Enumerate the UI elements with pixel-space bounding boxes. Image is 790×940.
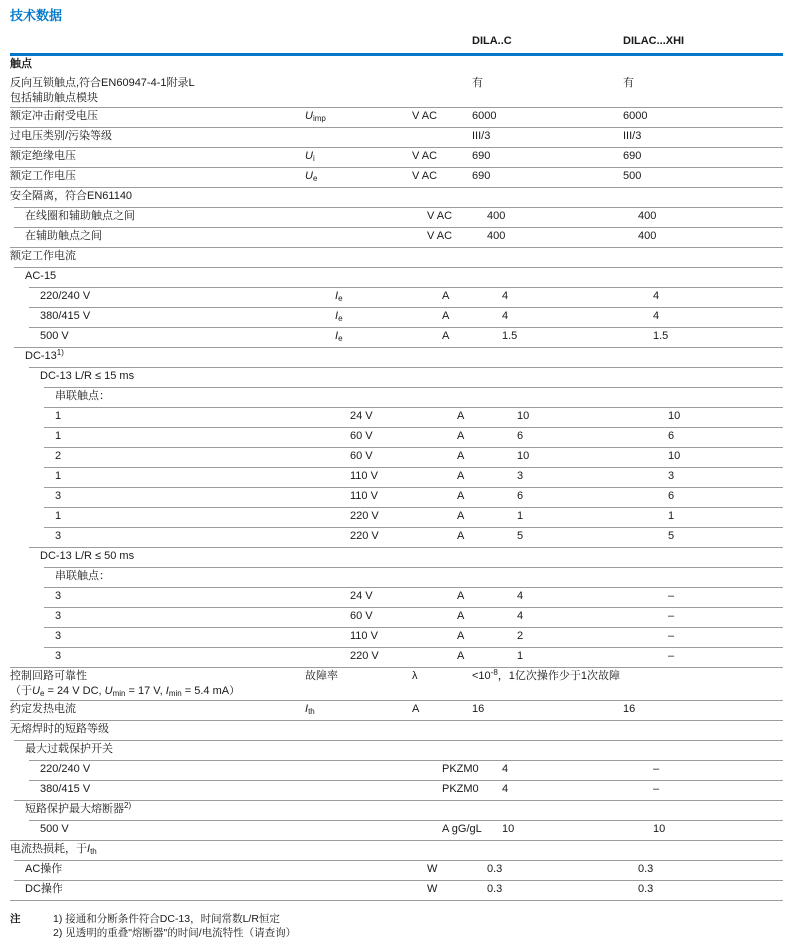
value-dilac-xhi: – bbox=[653, 763, 660, 775]
footnote-list bbox=[53, 912, 296, 940]
table-row bbox=[10, 148, 783, 167]
value-dilac-xhi: – bbox=[668, 630, 675, 642]
value-dila-c: 10 bbox=[517, 410, 530, 422]
row-unit: V AC bbox=[412, 110, 438, 122]
table-row bbox=[10, 668, 783, 700]
table-row bbox=[10, 308, 783, 327]
row-symbol: $U_i$ bbox=[305, 150, 315, 163]
value-dilac-xhi: 6 bbox=[668, 490, 675, 502]
value-dila-c: 10 bbox=[502, 823, 515, 835]
row-label: 约定发热电流 bbox=[10, 703, 76, 715]
row-unit: PKZM0 bbox=[442, 783, 479, 795]
row-symbol: 60 V bbox=[350, 610, 373, 622]
row-symbol: $I_e$ bbox=[335, 310, 343, 323]
row-label: 最大过载保护开关 bbox=[25, 743, 113, 755]
value-dila-c: 6 bbox=[517, 430, 524, 442]
row-label: 500 V bbox=[40, 330, 69, 342]
table-row bbox=[10, 881, 783, 900]
row-unit: A bbox=[457, 430, 465, 442]
row-unit: A bbox=[457, 530, 465, 542]
row-label: 3 bbox=[55, 530, 62, 542]
value-dila-c: $<10^{-8}$，1亿次操作少于1次故障 bbox=[472, 668, 621, 682]
table-column-headers bbox=[10, 34, 783, 49]
table-row bbox=[10, 741, 783, 760]
value-dila-c: 5 bbox=[517, 530, 524, 542]
footnote-item: 1) 接通和分断条件符合DC-13，时间常数L/R恒定 bbox=[53, 913, 280, 925]
row-symbol: 110 V bbox=[350, 470, 378, 482]
value-dilac-xhi: 3 bbox=[668, 470, 675, 482]
table-row bbox=[10, 721, 783, 740]
value-dila-c: 1.5 bbox=[502, 330, 518, 342]
row-label: 串联触点： bbox=[55, 570, 110, 582]
row-symbol: $I_{th}$ bbox=[305, 703, 315, 716]
row-symbol: 220 V bbox=[350, 650, 379, 662]
value-dila-c: 6000 bbox=[472, 110, 497, 122]
row-label: 1 bbox=[55, 430, 62, 442]
row-symbol: 故障率 bbox=[305, 670, 338, 682]
row-unit: A bbox=[412, 703, 420, 715]
row-label: 3 bbox=[55, 490, 62, 502]
value-dilac-xhi: 10 bbox=[668, 450, 681, 462]
value-dilac-xhi: 0.3 bbox=[638, 863, 654, 875]
row-label: 380/415 V bbox=[40, 310, 91, 322]
table-row bbox=[10, 408, 783, 427]
row-symbol: 24 V bbox=[350, 410, 373, 422]
row-symbol: 110 V bbox=[350, 490, 378, 502]
footnote-label: 注 bbox=[10, 913, 21, 925]
table-row bbox=[10, 348, 783, 367]
row-symbol: 110 V bbox=[350, 630, 378, 642]
table-row bbox=[10, 368, 783, 387]
section-header-row bbox=[10, 56, 783, 75]
row-unit: λ bbox=[412, 670, 418, 682]
table-bottom-rule bbox=[10, 900, 783, 901]
table-row bbox=[10, 548, 783, 567]
row-unit: A bbox=[457, 610, 465, 622]
value-dila-c: 4 bbox=[502, 290, 509, 302]
row-label-line2: 包括辅助触点模块 bbox=[10, 92, 98, 104]
table-row bbox=[10, 568, 783, 587]
page-title: 技术数据 bbox=[10, 8, 63, 23]
table-row bbox=[10, 801, 783, 820]
row-label: 额定绝缘电压 bbox=[10, 150, 76, 162]
table-row bbox=[10, 128, 783, 147]
row-symbol: $I_e$ bbox=[335, 290, 343, 303]
value-dilac-xhi: 4 bbox=[653, 310, 660, 322]
value-dilac-xhi: 10 bbox=[668, 410, 681, 422]
row-label: DC-13 L/R ≤ 50 ms bbox=[40, 550, 135, 562]
row-label: 触点 bbox=[10, 58, 32, 70]
value-dila-c: 4 bbox=[502, 783, 509, 795]
table-row bbox=[10, 468, 783, 487]
value-dila-c: 有 bbox=[472, 77, 483, 89]
table-row bbox=[10, 628, 783, 647]
row-unit: A bbox=[457, 490, 465, 502]
row-unit: V AC bbox=[427, 230, 453, 242]
row-label: DC-13 L/R ≤ 15 ms bbox=[40, 370, 135, 382]
row-unit: A bbox=[457, 450, 465, 462]
row-symbol: 24 V bbox=[350, 590, 373, 602]
value-dila-c: 6 bbox=[517, 490, 524, 502]
row-label: 1 bbox=[55, 410, 62, 422]
row-label-line2: （于$U_e = 24$ V DC, $U_{min} = 17$ V, $I_{min} = 5.4$ mA） bbox=[10, 685, 241, 698]
table-row bbox=[10, 701, 783, 720]
value-dila-c: 1 bbox=[517, 650, 524, 662]
table-row bbox=[10, 208, 783, 227]
row-unit: W bbox=[427, 883, 438, 895]
table-row bbox=[10, 388, 783, 407]
table-rows bbox=[10, 56, 783, 900]
row-label: DC-13$^{1)}$ bbox=[25, 348, 64, 362]
value-dila-c: 2 bbox=[517, 630, 524, 642]
row-symbol: 220 V bbox=[350, 510, 379, 522]
value-dilac-xhi: 1 bbox=[668, 510, 675, 522]
column-header-dila-c: DILA..C bbox=[472, 35, 512, 47]
value-dilac-xhi: 16 bbox=[623, 703, 636, 715]
value-dila-c: 4 bbox=[502, 310, 509, 322]
table-row bbox=[10, 168, 783, 187]
value-dilac-xhi: 10 bbox=[653, 823, 666, 835]
value-dila-c: 0.3 bbox=[487, 863, 503, 875]
table-row bbox=[10, 108, 783, 127]
row-unit: W bbox=[427, 863, 438, 875]
row-label: 反向互锁触点,符合EN60947-4-1附录L 包括辅助触点模块 bbox=[10, 76, 305, 106]
value-dilac-xhi: 500 bbox=[623, 170, 642, 182]
row-unit: A bbox=[457, 410, 465, 422]
value-dila-c: 10 bbox=[517, 450, 530, 462]
table-row bbox=[10, 648, 783, 667]
value-dilac-xhi: 有 bbox=[623, 77, 634, 89]
value-dilac-xhi: – bbox=[653, 783, 660, 795]
row-symbol: 60 V bbox=[350, 430, 373, 442]
row-unit: A bbox=[442, 290, 450, 302]
value-dilac-xhi: 400 bbox=[638, 230, 657, 242]
table-row bbox=[10, 188, 783, 207]
value-dilac-xhi: 4 bbox=[653, 290, 660, 302]
value-dilac-xhi: 0.3 bbox=[638, 883, 654, 895]
table-row bbox=[10, 448, 783, 467]
value-dilac-xhi: III/3 bbox=[623, 130, 642, 142]
row-label: 380/415 V bbox=[40, 783, 91, 795]
table-row bbox=[10, 248, 783, 267]
value-dilac-xhi: – bbox=[668, 610, 675, 622]
row-label: 额定冲击耐受电压 bbox=[10, 110, 98, 122]
row-symbol: $I_e$ bbox=[335, 330, 343, 343]
table-row bbox=[10, 528, 783, 547]
table-row bbox=[10, 488, 783, 507]
row-label: 在辅助触点之间 bbox=[25, 230, 102, 242]
row-label: 500 V bbox=[40, 823, 69, 835]
row-unit: V AC bbox=[412, 150, 438, 162]
row-label: 控制回路可靠性 （于$U_e = 24$ V DC, $U_{min} = 17$ V, $I_{min} = 5.4$ mA） bbox=[10, 669, 305, 699]
row-unit: A bbox=[457, 510, 465, 522]
row-label: 2 bbox=[55, 450, 62, 462]
value-dila-c: 4 bbox=[517, 610, 524, 622]
value-dila-c: 690 bbox=[472, 170, 491, 182]
row-label: 3 bbox=[55, 650, 62, 662]
row-label: AC操作 bbox=[25, 863, 63, 875]
row-symbol: $U_{imp}$ bbox=[305, 110, 326, 123]
row-label: 在线圈和辅助触点之间 bbox=[25, 210, 135, 222]
table-row bbox=[10, 861, 783, 880]
row-label: 额定工作电压 bbox=[10, 170, 76, 182]
value-dila-c: 4 bbox=[517, 590, 524, 602]
row-unit: V AC bbox=[427, 210, 453, 222]
row-label: 3 bbox=[55, 630, 62, 642]
table-row bbox=[10, 428, 783, 447]
table-row bbox=[10, 228, 783, 247]
row-label: 电流热损耗，于$I_{th}$ bbox=[10, 843, 97, 856]
row-label: 1 bbox=[55, 510, 62, 522]
table-row bbox=[10, 508, 783, 527]
spec-table bbox=[10, 56, 783, 901]
row-label: 220/240 V bbox=[40, 763, 91, 775]
table-row bbox=[10, 588, 783, 607]
value-dila-c: III/3 bbox=[472, 130, 491, 142]
value-dila-c: 16 bbox=[472, 703, 485, 715]
row-label: 无熔焊时的短路等级 bbox=[10, 723, 109, 735]
table-row bbox=[10, 268, 783, 287]
row-label: 串联触点： bbox=[55, 390, 110, 402]
row-unit: V AC bbox=[412, 170, 438, 182]
row-label: 安全隔离，符合EN61140 bbox=[10, 190, 133, 202]
row-unit: A bbox=[442, 330, 450, 342]
table-row bbox=[10, 608, 783, 627]
row-label: 1 bbox=[55, 470, 62, 482]
row-symbol: $U_e$ bbox=[305, 170, 318, 183]
row-unit: A bbox=[457, 590, 465, 602]
row-label: DC操作 bbox=[25, 883, 63, 895]
row-unit: PKZM0 bbox=[442, 763, 479, 775]
table-row bbox=[10, 75, 783, 107]
value-dilac-xhi: 400 bbox=[638, 210, 657, 222]
value-dilac-xhi: – bbox=[668, 650, 675, 662]
row-label: 过电压类别/污染等级 bbox=[10, 130, 113, 142]
row-label: 额定工作电流 bbox=[10, 250, 76, 262]
row-label: AC-15 bbox=[25, 270, 57, 282]
footnotes bbox=[10, 912, 783, 940]
row-unit: A bbox=[457, 470, 465, 482]
row-unit: A bbox=[442, 310, 450, 322]
value-dila-c: 1 bbox=[517, 510, 524, 522]
value-dila-c: 690 bbox=[472, 150, 491, 162]
value-dilac-xhi: 1.5 bbox=[653, 330, 669, 342]
value-dila-c: 4 bbox=[502, 763, 509, 775]
row-label: 3 bbox=[55, 590, 62, 602]
value-dilac-xhi: – bbox=[668, 590, 675, 602]
table-row bbox=[10, 328, 783, 347]
row-symbol: 220 V bbox=[350, 530, 379, 542]
table-row bbox=[10, 841, 783, 860]
row-unit: A bbox=[457, 630, 465, 642]
value-dila-c: 3 bbox=[517, 470, 524, 482]
table-row bbox=[10, 761, 783, 780]
table-row bbox=[10, 821, 783, 840]
row-label: 短路保护最大熔断器$^{2)}$ bbox=[25, 801, 132, 815]
footnote-item: 2) 见透明的重叠"熔断器"的时间/电流特性（请查询） bbox=[53, 927, 297, 939]
value-dila-c: 0.3 bbox=[487, 883, 503, 895]
row-symbol: 60 V bbox=[350, 450, 373, 462]
table-row bbox=[10, 288, 783, 307]
row-unit: A bbox=[457, 650, 465, 662]
row-label: 3 bbox=[55, 610, 62, 622]
value-dilac-xhi: 6000 bbox=[623, 110, 648, 122]
value-dilac-xhi: 5 bbox=[668, 530, 675, 542]
value-dila-c: 400 bbox=[487, 230, 506, 242]
table-row bbox=[10, 781, 783, 800]
column-header-dilac-xhi: DILAC...XHI bbox=[623, 35, 685, 47]
value-dilac-xhi: 6 bbox=[668, 430, 675, 442]
value-dila-c: 400 bbox=[487, 210, 506, 222]
row-unit: A gG/gL bbox=[442, 823, 482, 835]
column-header-spacer bbox=[10, 34, 472, 49]
value-dilac-xhi: 690 bbox=[623, 150, 642, 162]
row-label: 220/240 V bbox=[40, 290, 91, 302]
